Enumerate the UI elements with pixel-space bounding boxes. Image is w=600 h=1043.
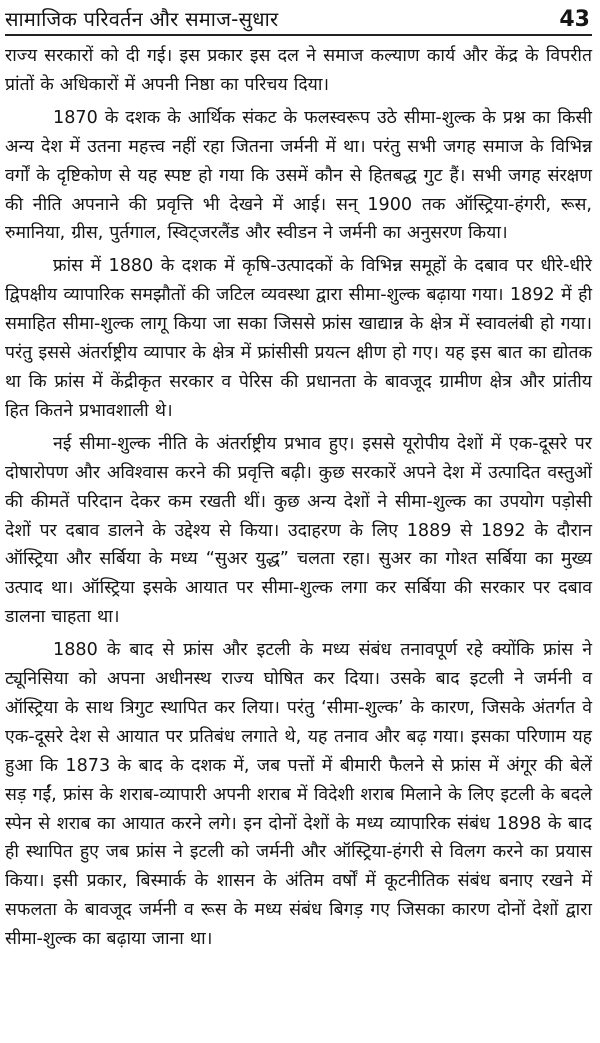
paragraph-continuation: राज्य सरकारों को दी गई। इस प्रकार इस दल ने समाज कल्याण कार्य और केंद्र के विपरीत प्रांतों के अधिकारों में अपनी निष्ठा का परिचय दिया। [5, 46, 592, 95]
body-text [5, 42, 592, 954]
paragraph-france-italy-relations: 1880 के बाद से फ्रांस और इटली के मध्य संबंध तनावपूर्ण रहे क्योंकि फ्रांस ने ट्यूनिसिया को अपना अधीनस्थ राज्य घोषित कर दिया। उसके बाद इटली ने जर्मनी व ऑस्ट्रिया के साथ त्रिगुट स्थापित कर लिया। परंतु ‘सीमा-शुल्क’ के कारण, जिसके अंतर्गत वे एक-दूसरे देश से आयात पर प्रतिबंध लगाते थे, यह तनाव और बढ़ गया। इसका परिणाम यह हुआ कि 1873 के बाद के दशक में, जब पत्तों में बीमारी फैलने से फ्रांस में अंगूर की बेलें सड़ गईं, फ्रांस के शराब-व्यापारी अपनी शराब में विदेशी शराब मिलाने के लिए इटली के बदले स्पेन से शराब का आयात करने लगे। इन दोनों देशों के मध्य व्यापारिक संबंध 1898 के बाद ही स्थापित हुए जब फ्रांस ने इटली को जर्मनी और ऑस्ट्रिया-हंगरी से विलग करने का प्रयास किया। इसी प्रकार, बिस्मार्क के शासन के अंतिम वर्षों में कूटनीतिक संबंध बनाए रखने में सफलता के बावजूद जर्मनी व रूस के मध्य संबंध बिगड़ गए जिसका कारण दोनों देशों द्वारा सीमा-शुल्क का बढ़ाया जाना था। [5, 640, 592, 950]
chapter-title: सामाजिक परिवर्तन और समाज-सुधार [5, 7, 279, 31]
page-number: 43 [559, 7, 590, 32]
paragraph-france-tariff: फ्रांस में 1880 के दशक में कृषि-उत्पादकों के विभिन्न समूहों के दबाव पर धीरे-धीरे द्विपक्षीय व्यापारिक समझौतों की जटिल व्यवस्था द्वारा सीमा-शुल्क बढ़ाया गया। 1892 में ही समाहित सीमा-शुल्क लागू किया जा सका जिससे फ्रांस खाद्यान्न के क्षेत्र में स्वावलंबी हो गया। परंतु इससे अंतर्राष्ट्रीय व्यापार के क्षेत्र में फ्रांसीसी प्रयत्न क्षीण हो गए। यह इस बात का द्योतक था कि फ्रांस में केंद्रीकृत सरकार व पेरिस की प्रधानता के बावजूद ग्रामीण क्षेत्र और प्रांतीय हित कितने प्रभावशाली थे। [5, 256, 592, 421]
paragraph-tariff-question: 1870 के दशक के आर्थिक संकट के फलस्वरूप उठे सीमा-शुल्क के प्रश्न का किसी अन्य देश में उतना महत्त्व नहीं रहा जितना जर्मनी में था। परंतु सभी जगह समाज के विभिन्न वर्गों के दृष्टिकोण से यह स्पष्ट हो गया कि उसमें कौन से हितबद्ध गुट हैं। सभी जगह संरक्षण की नीति अपनाने की प्रवृत्ति भी देखने में आई। सन् 1900 तक ऑस्ट्रिया-हंगरी, रूस, रुमानिया, ग्रीस, पुर्तगाल, स्विट्जरलैंड और स्वीडन ने जर्मनी का अनुसरण किया। [5, 107, 592, 244]
running-header [5, 6, 592, 36]
paragraph-international-effects: नई सीमा-शुल्क नीति के अंतर्राष्ट्रीय प्रभाव हुए। इससे यूरोपीय देशों में एक-दूसरे पर दोषारोपण और अविश्वास करने की प्रवृत्ति बढ़ी। कुछ सरकारें अपने देश में उत्पादित वस्तुओं की कीमतें परिदान देकर कम रखती थीं। कुछ अन्य देशों ने सीमा-शुल्क का उपयोग पड़ोसी देशों पर दबाव डालने के उद्देश्य से किया। उदाहरण के लिए 1889 से 1892 के दौरान ऑस्ट्रिया और सर्बिया के मध्य “सुअर युद्ध” चलता रहा। सुअर का गोश्त सर्बिया का मुख्य उत्पाद था। ऑस्ट्रिया इसके आयात पर सीमा-शुल्क लगा कर सर्बिया की सरकार पर दबाव डालना चाहता था। [5, 433, 592, 628]
